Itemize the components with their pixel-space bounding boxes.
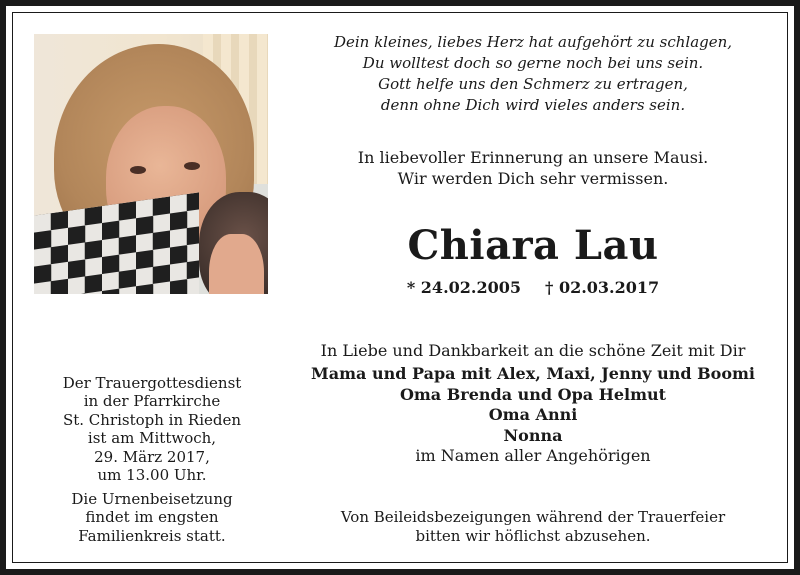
mourner: Mama und Papa mit Alex, Maxi, Jenny und Boomi (311, 364, 755, 383)
mourners-list (300, 364, 766, 467)
mourner: Oma Brenda und Opa Helmut (399, 384, 667, 404)
service-line: Der Trauergottesdienst (62, 374, 242, 392)
memory-line: Wir werden Dich sehr vermissen. (397, 169, 669, 188)
family-note: im Namen aller Angehörigen (415, 446, 651, 465)
service-line: 29. März 2017, (94, 447, 210, 466)
gratitude-line: In Liebe und Dankbarkeit an die schöne Zeit mit Dir (320, 341, 746, 360)
life-dates (300, 277, 766, 299)
service-line: St. Christoph in Rieden (62, 410, 242, 429)
urn-burial-info (30, 490, 274, 545)
condolence-note (300, 508, 766, 545)
poem-line: denn ohne Dich wird vieles anders sein. (380, 96, 686, 114)
death-date: † 02.03.2017 (545, 278, 660, 297)
poem-line: Du wolltest doch so gerne noch bei uns sein. (362, 54, 704, 72)
service-line: ist am Mittwoch, (87, 429, 217, 448)
birth-date: * 24.02.2005 (406, 278, 521, 297)
condolence-line: Von Beileidsbezeigungen während der Trauerfeier (340, 508, 726, 526)
service-info (30, 374, 274, 484)
memory-text (300, 147, 766, 189)
poem-line: Dein kleines, liebes Herz hat aufgehört zu schlagen, (333, 33, 733, 51)
deceased-name: Chiara Lau (407, 222, 659, 269)
mourner: Oma Anni (488, 405, 578, 424)
service-line: um 13.00 Uhr. (97, 466, 207, 485)
portrait-photo (34, 34, 268, 294)
memory-line: In liebevoller Erinnerung an unsere Mausi. (357, 148, 709, 167)
urn-line: Familienkreis statt. (78, 526, 226, 545)
urn-line: findet im engsten (85, 508, 219, 527)
memorial-poem (300, 32, 766, 116)
poem-line: Gott helfe uns den Schmerz zu ertragen, (378, 75, 688, 93)
condolence-line: bitten wir höflichst abzusehen. (415, 526, 651, 545)
mourner: Nonna (503, 425, 563, 445)
service-line: in der Pfarrkirche (83, 392, 221, 411)
urn-line: Die Urnenbeisetzung (71, 490, 233, 508)
